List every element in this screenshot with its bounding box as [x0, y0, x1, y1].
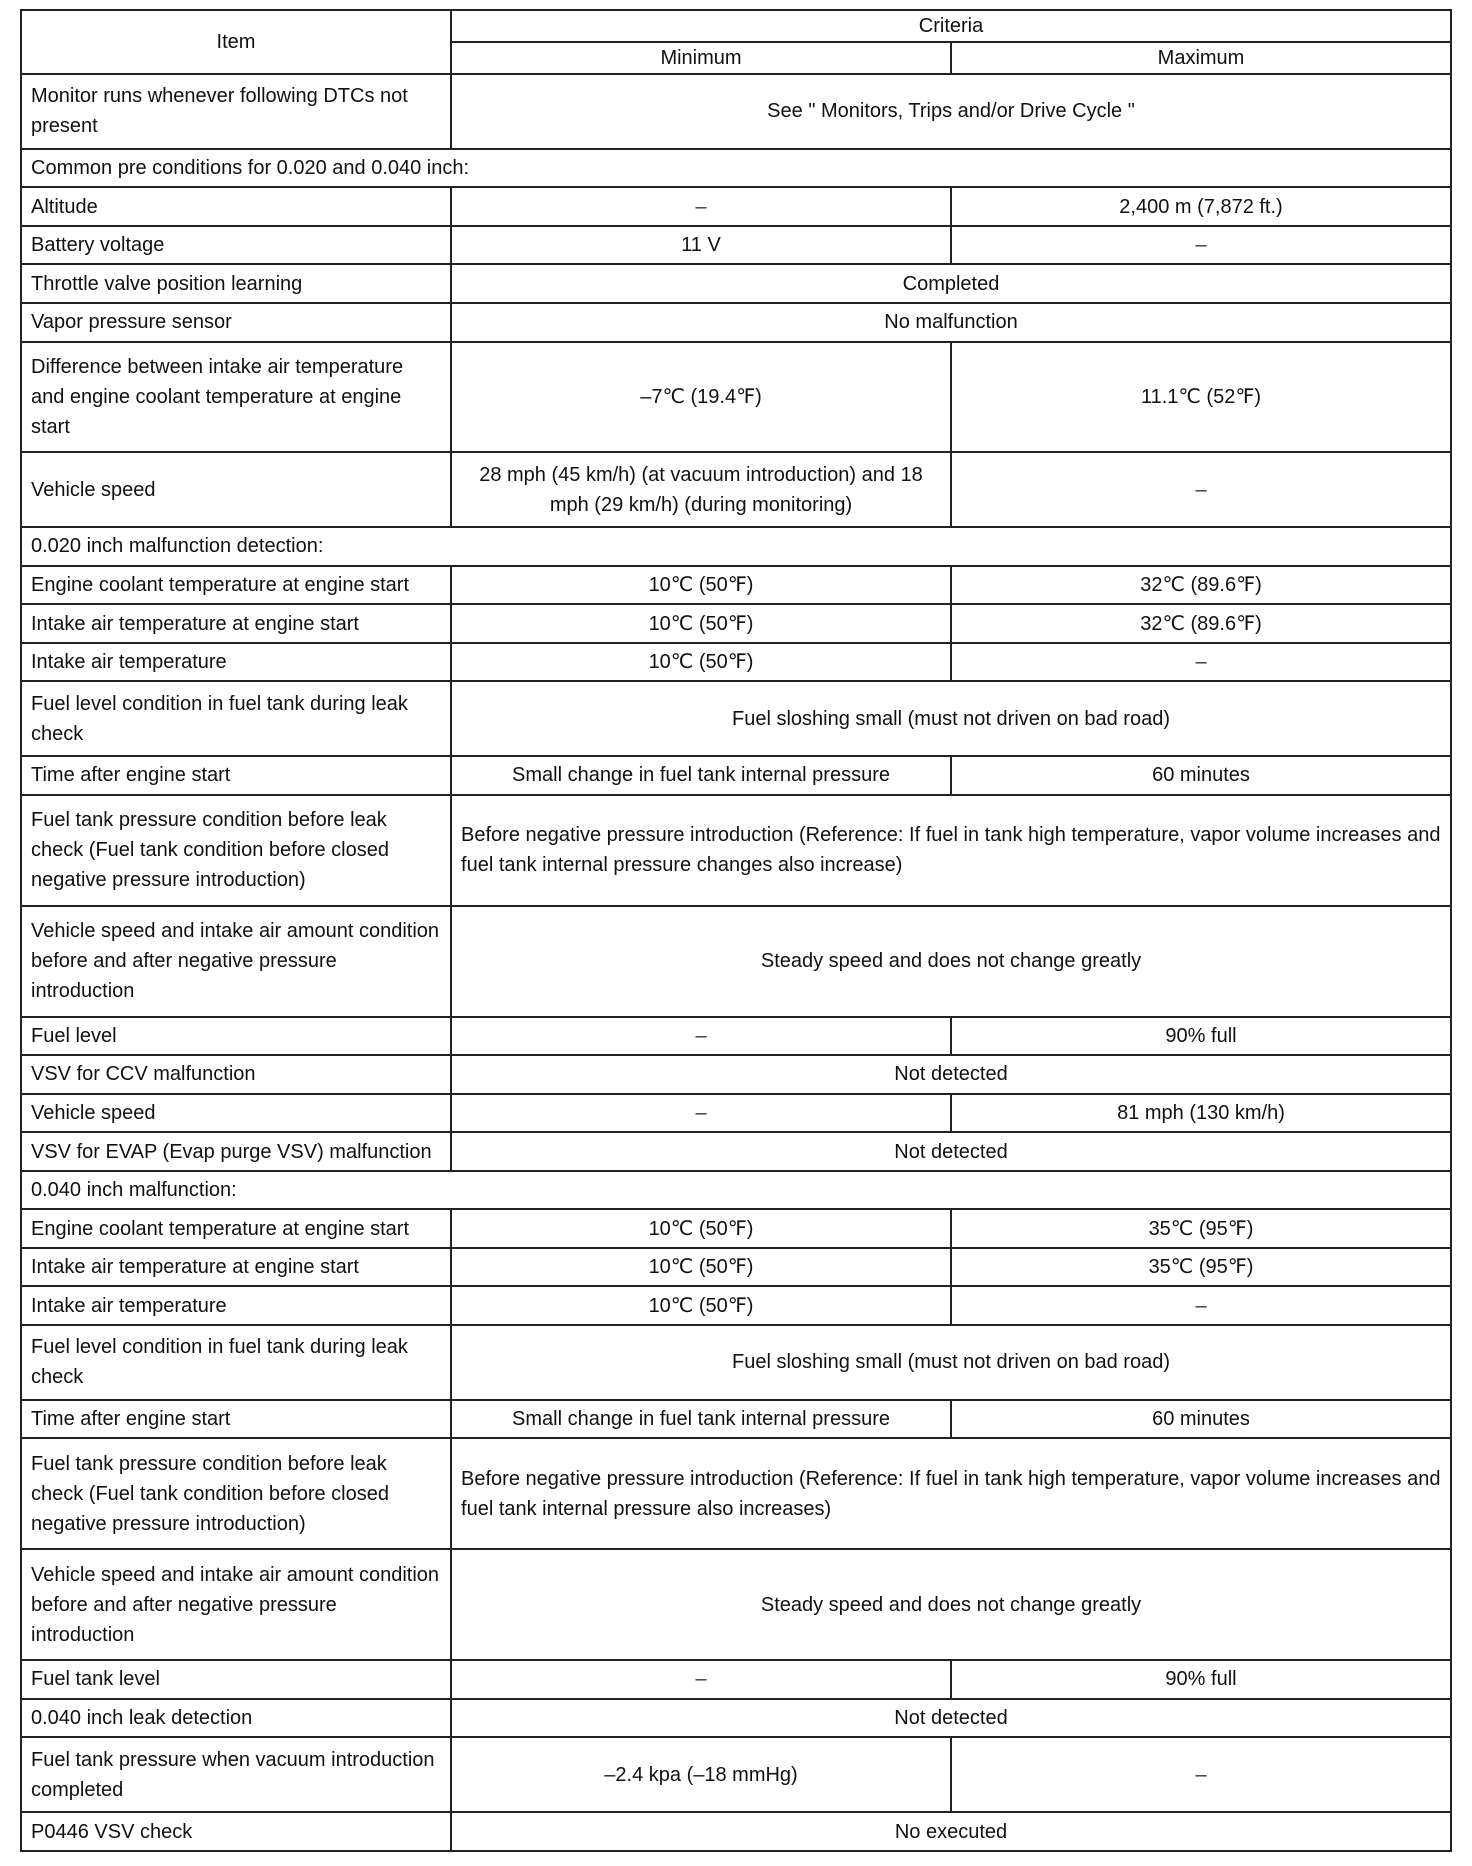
criteria-cell: Before negative pressure introduction (Reference: If fuel in tank high temperature, vapor volume increases and fuel tank internal pressure also increases) — [451, 1438, 1451, 1549]
minimum-cell: 28 mph (45 km/h) (at vacuum introduction) and 18 mph (29 km/h) (during monitoring) — [451, 452, 951, 527]
criteria-table — [20, 9, 1452, 1852]
table-row — [21, 1549, 1451, 1660]
table-row — [21, 452, 1451, 527]
item-cell: Altitude — [21, 187, 451, 226]
table-row — [21, 643, 1451, 682]
table-row — [21, 756, 1451, 795]
table-row — [21, 1660, 1451, 1699]
item-cell: Fuel level condition in fuel tank during leak check — [21, 1325, 451, 1400]
section-heading: 0.020 inch malfunction detection: — [21, 527, 1451, 566]
item-cell: Difference between intake air temperature and engine coolant temperature at engine start — [21, 342, 451, 453]
maximum-cell: 35℃ (95℉) — [951, 1209, 1451, 1248]
table-row — [21, 1017, 1451, 1056]
minimum-cell: Small change in fuel tank internal pressure — [451, 756, 951, 795]
item-cell: Intake air temperature at engine start — [21, 1248, 451, 1287]
item-cell: Intake air temperature at engine start — [21, 604, 451, 643]
item-cell: Fuel tank pressure condition before leak check (Fuel tank condition before closed negative pressure introduction) — [21, 1438, 451, 1549]
table-row — [21, 1400, 1451, 1439]
item-cell: Vehicle speed and intake air amount condition before and after negative pressure introduction — [21, 1549, 451, 1660]
table-row — [21, 1699, 1451, 1738]
table-row — [21, 226, 1451, 265]
maximum-cell: 11.1℃ (52℉) — [951, 342, 1451, 453]
criteria-sheet — [20, 9, 1452, 1852]
table-row — [21, 187, 1451, 226]
item-cell: Engine coolant temperature at engine start — [21, 566, 451, 605]
table-row — [21, 566, 1451, 605]
table-row — [21, 342, 1451, 453]
section-row — [21, 527, 1451, 566]
item-cell: Monitor runs whenever following DTCs not present — [21, 74, 451, 149]
table-row — [21, 1132, 1451, 1171]
maximum-cell: 60 minutes — [951, 756, 1451, 795]
table-row — [21, 1286, 1451, 1325]
minimum-column-header: Minimum — [451, 42, 951, 74]
table-row — [21, 1094, 1451, 1133]
table-row — [21, 604, 1451, 643]
maximum-column-header: Maximum — [951, 42, 1451, 74]
maximum-cell: 90% full — [951, 1660, 1451, 1699]
table-row — [21, 1812, 1451, 1851]
section-row — [21, 1171, 1451, 1210]
item-column-header: Item — [21, 10, 451, 74]
item-cell: Fuel tank pressure when vacuum introduction completed — [21, 1737, 451, 1812]
maximum-cell: 90% full — [951, 1017, 1451, 1056]
section-row — [21, 149, 1451, 188]
table-header — [21, 10, 1451, 74]
maximum-cell: 60 minutes — [951, 1400, 1451, 1439]
maximum-cell: 32℃ (89.6℉) — [951, 604, 1451, 643]
criteria-cell: Fuel sloshing small (must not driven on bad road) — [451, 1325, 1451, 1400]
table-row — [21, 264, 1451, 303]
minimum-cell: Small change in fuel tank internal pressure — [451, 1400, 951, 1439]
minimum-cell: 11 V — [451, 226, 951, 265]
criteria-cell: Before negative pressure introduction (Reference: If fuel in tank high temperature, vapor volume increases and fuel tank internal pressure changes also increase) — [451, 795, 1451, 906]
section-heading: Common pre conditions for 0.020 and 0.040 inch: — [21, 149, 1451, 188]
item-cell: Intake air temperature — [21, 1286, 451, 1325]
item-cell: Vehicle speed — [21, 452, 451, 527]
minimum-cell: –7℃ (19.4℉) — [451, 342, 951, 453]
maximum-cell: – — [951, 643, 1451, 682]
item-cell: Engine coolant temperature at engine start — [21, 1209, 451, 1248]
criteria-cell: No malfunction — [451, 303, 1451, 342]
table-row — [21, 1055, 1451, 1094]
minimum-cell: 10℃ (50℉) — [451, 643, 951, 682]
minimum-cell: 10℃ (50℉) — [451, 566, 951, 605]
criteria-cell: Steady speed and does not change greatly — [451, 906, 1451, 1017]
item-cell: Fuel tank level — [21, 1660, 451, 1699]
maximum-cell: 81 mph (130 km/h) — [951, 1094, 1451, 1133]
item-cell: Time after engine start — [21, 1400, 451, 1439]
table-row — [21, 1438, 1451, 1549]
item-cell: Fuel level condition in fuel tank during leak check — [21, 681, 451, 756]
table-row — [21, 1209, 1451, 1248]
criteria-cell: Completed — [451, 264, 1451, 303]
table-row — [21, 1325, 1451, 1400]
minimum-cell: – — [451, 1017, 951, 1056]
item-cell: Intake air temperature — [21, 643, 451, 682]
item-cell: VSV for EVAP (Evap purge VSV) malfunction — [21, 1132, 451, 1171]
maximum-cell: 32℃ (89.6℉) — [951, 566, 1451, 605]
maximum-cell: 35℃ (95℉) — [951, 1248, 1451, 1287]
item-cell: Vapor pressure sensor — [21, 303, 451, 342]
maximum-cell: – — [951, 226, 1451, 265]
table-body — [21, 74, 1451, 1851]
table-row — [21, 74, 1451, 149]
maximum-cell: 2,400 m (7,872 ft.) — [951, 187, 1451, 226]
section-heading: 0.040 inch malfunction: — [21, 1171, 1451, 1210]
criteria-column-header: Criteria — [451, 10, 1451, 42]
item-cell: Fuel level — [21, 1017, 451, 1056]
table-row — [21, 303, 1451, 342]
criteria-cell: Steady speed and does not change greatly — [451, 1549, 1451, 1660]
criteria-cell: No executed — [451, 1812, 1451, 1851]
maximum-cell: – — [951, 1286, 1451, 1325]
table-row — [21, 906, 1451, 1017]
minimum-cell: – — [451, 1094, 951, 1133]
header-row-top — [21, 10, 1451, 42]
item-cell: Throttle valve position learning — [21, 264, 451, 303]
criteria-cell: Not detected — [451, 1699, 1451, 1738]
criteria-cell: See " Monitors, Trips and/or Drive Cycle " — [451, 74, 1451, 149]
criteria-cell: Not detected — [451, 1132, 1451, 1171]
item-cell: Vehicle speed and intake air amount condition before and after negative pressure introduction — [21, 906, 451, 1017]
criteria-cell: Not detected — [451, 1055, 1451, 1094]
table-row — [21, 681, 1451, 756]
maximum-cell: – — [951, 1737, 1451, 1812]
item-cell: 0.040 inch leak detection — [21, 1699, 451, 1738]
item-cell: Vehicle speed — [21, 1094, 451, 1133]
minimum-cell: 10℃ (50℉) — [451, 1286, 951, 1325]
minimum-cell: – — [451, 187, 951, 226]
criteria-cell: Fuel sloshing small (must not driven on bad road) — [451, 681, 1451, 756]
minimum-cell: 10℃ (50℉) — [451, 604, 951, 643]
item-cell: Time after engine start — [21, 756, 451, 795]
minimum-cell: 10℃ (50℉) — [451, 1209, 951, 1248]
item-cell: VSV for CCV malfunction — [21, 1055, 451, 1094]
item-cell: Battery voltage — [21, 226, 451, 265]
table-row — [21, 1248, 1451, 1287]
table-row — [21, 795, 1451, 906]
item-cell: P0446 VSV check — [21, 1812, 451, 1851]
minimum-cell: – — [451, 1660, 951, 1699]
minimum-cell: 10℃ (50℉) — [451, 1248, 951, 1287]
table-row — [21, 1737, 1451, 1812]
item-cell: Fuel tank pressure condition before leak check (Fuel tank condition before closed negative pressure introduction) — [21, 795, 451, 906]
minimum-cell: –2.4 kpa (–18 mmHg) — [451, 1737, 951, 1812]
maximum-cell: – — [951, 452, 1451, 527]
